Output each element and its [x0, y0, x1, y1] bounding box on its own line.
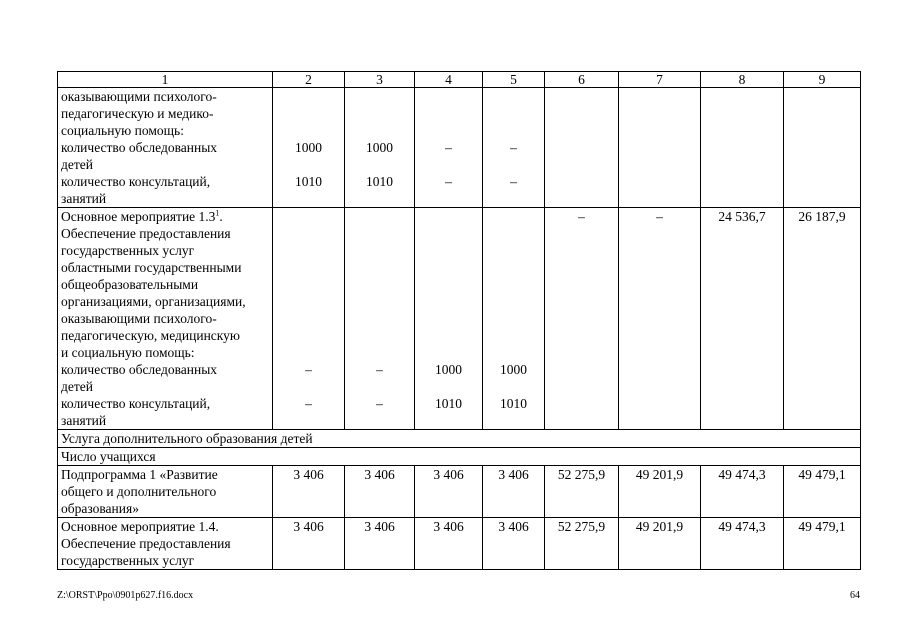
cell-col-7: 49 201,9: [619, 518, 701, 570]
table-row: [58, 448, 861, 466]
cell-col-7: –: [619, 208, 701, 430]
cell-col-2: – –: [273, 208, 345, 430]
budget-table: [57, 71, 861, 570]
section-heading: Число учащихся: [58, 448, 861, 466]
row-description: Основное мероприятие 1.4. Обеспечение предоставления государственных услуг: [58, 518, 273, 570]
cell-col-4: 3 406: [415, 518, 483, 570]
section-heading: Услуга дополнительного образования детей: [58, 430, 861, 448]
table-row: [58, 518, 861, 570]
row-description: оказывающими психолого- педагогическую и медико- социальную помощь: количество обследованных детей количество консультаций, занятий: [58, 88, 273, 208]
cell-col-4: – –: [415, 88, 483, 208]
table-row: [58, 466, 861, 518]
cell-col-8: [701, 88, 784, 208]
cell-col-6: 52 275,9: [545, 518, 619, 570]
cell-col-4: 1000 1010: [415, 208, 483, 430]
col-header-4: 4: [415, 72, 483, 88]
cell-col-6: –: [545, 208, 619, 430]
col-header-9: 9: [784, 72, 861, 88]
cell-col-3: – –: [345, 208, 415, 430]
col-header-7: 7: [619, 72, 701, 88]
page-number: 64: [850, 590, 860, 601]
cell-col-5: – –: [483, 88, 545, 208]
col-header-3: 3: [345, 72, 415, 88]
cell-col-8: 49 474,3: [701, 466, 784, 518]
cell-col-5: 1000 1010: [483, 208, 545, 430]
cell-col-4: 3 406: [415, 466, 483, 518]
cell-col-2: 3 406: [273, 466, 345, 518]
row-description: Основное мероприятие $1.3^1$. Обеспечение предоставления государственных услуг областными государственными общеобразовательными организациями, организациями, оказывающими психолого- педагогическую, медицинскую и социальную помощь: количество обследованных детей количество консультаций, занятий: [58, 208, 273, 430]
col-header-8: 8: [701, 72, 784, 88]
file-path: Z:\ORST\Ppo\0901p627.f16.docx: [57, 590, 194, 601]
cell-col-3: 3 406: [345, 466, 415, 518]
col-header-1: 1: [58, 72, 273, 88]
cell-col-7: 49 201,9: [619, 466, 701, 518]
cell-col-2: 1000 1010: [273, 88, 345, 208]
table-row: [58, 208, 861, 430]
header-row: [58, 72, 861, 88]
cell-col-7: [619, 88, 701, 208]
cell-col-9: 49 479,1: [784, 466, 861, 518]
cell-col-8: 24 536,7: [701, 208, 784, 430]
row-description: Подпрограмма 1 «Развитие общего и дополнительного образования»: [58, 466, 273, 518]
cell-col-9: [784, 88, 861, 208]
cell-col-9: 26 187,9: [784, 208, 861, 430]
cell-col-6: [545, 88, 619, 208]
cell-col-9: 49 479,1: [784, 518, 861, 570]
col-header-6: 6: [545, 72, 619, 88]
cell-col-5: 3 406: [483, 518, 545, 570]
table-row: [58, 88, 861, 208]
cell-col-2: 3 406: [273, 518, 345, 570]
cell-col-8: 49 474,3: [701, 518, 784, 570]
cell-col-5: 3 406: [483, 466, 545, 518]
cell-col-3: 1000 1010: [345, 88, 415, 208]
table-row: [58, 430, 861, 448]
col-header-5: 5: [483, 72, 545, 88]
col-header-2: 2: [273, 72, 345, 88]
cell-col-6: 52 275,9: [545, 466, 619, 518]
cell-col-3: 3 406: [345, 518, 415, 570]
